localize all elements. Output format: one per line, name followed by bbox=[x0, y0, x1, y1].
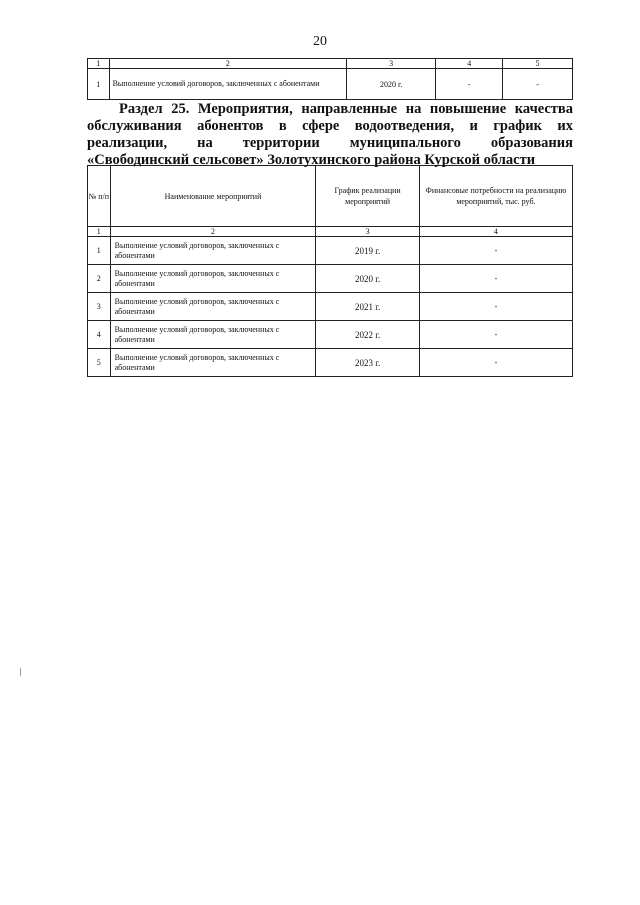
table-row bbox=[88, 349, 573, 377]
row-num: 4 bbox=[88, 321, 111, 349]
section-heading: Раздел 25. Мероприятия, направленные на повышение качества обслуживания абонентов в сфере водоотведения, и график их реализации, на территории муниципального образования «Свободинский сельсовет» Золотухинского района Курской области bbox=[87, 101, 573, 168]
row-name: Выполнение условий договоров, заключенных с абонентами bbox=[109, 69, 346, 100]
row-schedule: 2019 г. bbox=[316, 237, 419, 265]
table-row bbox=[88, 293, 573, 321]
col-number: 1 bbox=[88, 59, 110, 69]
row-name: Выполнение условий договоров, заключенных с абонентами bbox=[110, 349, 316, 377]
col-number: 5 bbox=[503, 59, 573, 69]
row-num: 5 bbox=[88, 349, 111, 377]
column-number-row bbox=[88, 59, 573, 69]
continuation-table bbox=[87, 58, 573, 100]
header-name: Наименование мероприятий bbox=[110, 166, 316, 227]
row-finance: - bbox=[419, 321, 572, 349]
table-row bbox=[88, 265, 573, 293]
header-num: № п/п bbox=[88, 166, 111, 227]
row-name: Выполнение условий договоров, заключенных с абонентами bbox=[110, 293, 316, 321]
col-number: 2 bbox=[110, 227, 316, 237]
col-number: 1 bbox=[88, 227, 111, 237]
row-name: Выполнение условий договоров, заключенных с абонентами bbox=[110, 265, 316, 293]
row-num: 1 bbox=[88, 69, 110, 100]
row-num: 1 bbox=[88, 237, 111, 265]
scan-artifact bbox=[20, 668, 21, 676]
column-number-row bbox=[88, 227, 573, 237]
table-row bbox=[88, 321, 573, 349]
row-name: Выполнение условий договоров, заключенных с абонентами bbox=[110, 321, 316, 349]
row-schedule: 2022 г. bbox=[316, 321, 419, 349]
row-schedule: 2023 г. bbox=[316, 349, 419, 377]
row-schedule: 2021 г. bbox=[316, 293, 419, 321]
page-number: 20 bbox=[313, 34, 327, 49]
row-schedule: 2020 г. bbox=[346, 69, 435, 100]
table-row bbox=[88, 237, 573, 265]
measures-table bbox=[87, 165, 573, 377]
col-number: 3 bbox=[346, 59, 435, 69]
col-number: 2 bbox=[109, 59, 346, 69]
col-number: 4 bbox=[419, 227, 572, 237]
row-name: Выполнение условий договоров, заключенных с абонентами bbox=[110, 237, 316, 265]
col-number: 4 bbox=[436, 59, 503, 69]
row-finance: - bbox=[419, 349, 572, 377]
row-num: 2 bbox=[88, 265, 111, 293]
row-finance: - bbox=[419, 293, 572, 321]
header-row bbox=[88, 166, 573, 227]
table-row bbox=[88, 69, 573, 100]
row-finance: - bbox=[419, 237, 572, 265]
header-schedule: График реализации мероприятий bbox=[316, 166, 419, 227]
row-num: 3 bbox=[88, 293, 111, 321]
row-col5: - bbox=[503, 69, 573, 100]
header-finance: Финансовые потребности на реализацию мероприятий, тыс. руб. bbox=[419, 166, 572, 227]
row-col4: - bbox=[436, 69, 503, 100]
row-schedule: 2020 г. bbox=[316, 265, 419, 293]
row-finance: - bbox=[419, 265, 572, 293]
col-number: 3 bbox=[316, 227, 419, 237]
